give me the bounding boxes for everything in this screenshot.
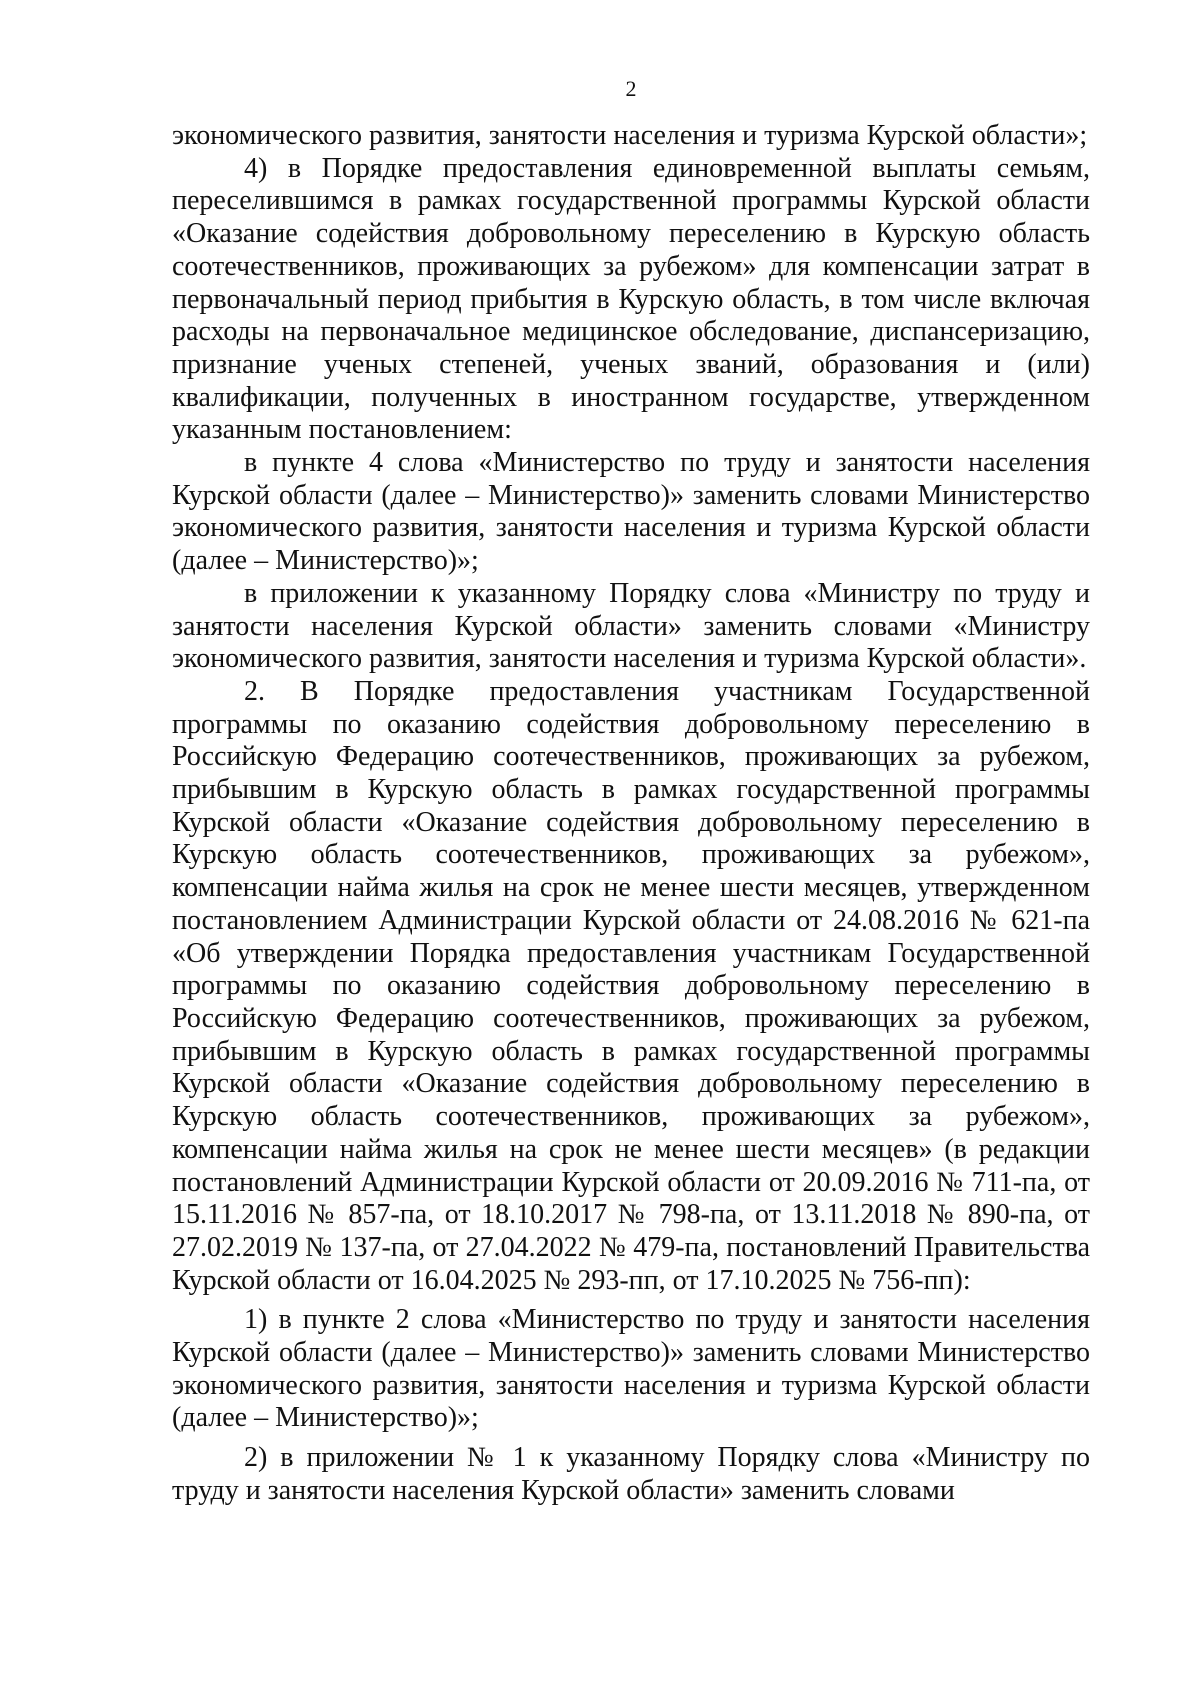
page-number: 2	[625, 76, 637, 101]
paragraph-section-2: 2. В Порядке предоставления участникам Государственной программы по оказанию содействия добровольному переселению в Российскую Федерацию соотечественников, проживающих за рубежом, прибывшим в Курскую область в рамках государственной программы Курской области «Оказание содействия добровольному переселению в Курскую область соотечественников, проживающих за рубежом», компенсации найма жилья на срок не менее шести месяцев, утвержденном постановлением Администрации Курской области от 24.08.2016 № 621-па «Об утверждении Порядка предоставления участникам Государственной программы по оказанию содействия добровольному переселению в Российскую Федерацию соотечественников, проживающих за рубежом, прибывшим в Курскую область в рамках государственной программы Курской области «Оказание содействия добровольному переселению в Курскую область соотечественников, проживающих за рубежом», компенсации найма жилья на срок не менее шести месяцев» (в редакции постановлений Администрации Курской области от 20.09.2016 № 711-па, от 15.11.2016 № 857-па, от 18.10.2017 № 798-па, от 13.11.2018 № 890-па, от 27.02.2019 № 137-па, от 27.04.2022 № 479-па, постановлений Правительства Курской области от 16.04.2025 № 293-пп, от 17.10.2025 № 756-пп):	[172, 675, 1090, 1296]
paragraph-continuation: экономического развития, занятости населения и туризма Курской области»;	[172, 120, 1088, 151]
paragraph-point-4-amendment: в пункте 4 слова «Министерство по труду и занятости населения Курской области (далее – Министерство)» заменить словами Министерство экономического развития, занятости населения и туризма Курской области (далее – Министерство)»;	[172, 447, 1090, 577]
paragraph-subitem-2: 2) в приложении № 1 к указанному Порядку слова «Министру по труду и занятости населения Курской области» заменить словами	[172, 1442, 1090, 1506]
paragraph-subitem-1: 1) в пункте 2 слова «Министерство по труду и занятости населения Курской области (далее – Министерство)» заменить словами Министерство экономического развития, занятости населения и туризма Курской области (далее – Министерство)»;	[172, 1304, 1090, 1434]
paragraph-appendix-amendment: в приложении к указанному Порядку слова «Министру по труду и занятости населения Курской области» заменить словами «Министру экономического развития, занятости населения и туризма Курской области».	[172, 577, 1090, 675]
document-body	[172, 120, 1090, 1508]
paragraph-item-4: 4) в Порядке предоставления единовременной выплаты семьям, переселившимся в рамках государственной программы Курской области «Оказание содействия добровольному переселению в Курскую область соотечественников, проживающих за рубежом» для компенсации затрат в первоначальный период прибытия в Курскую область, в том числе включая расходы на первоначальное медицинское обследование, диспансеризацию, признание ученых степеней, ученых званий, образования и (или) квалификации, полученных в иностранном государстве, утвержденном указанным постановлением:	[172, 152, 1090, 446]
